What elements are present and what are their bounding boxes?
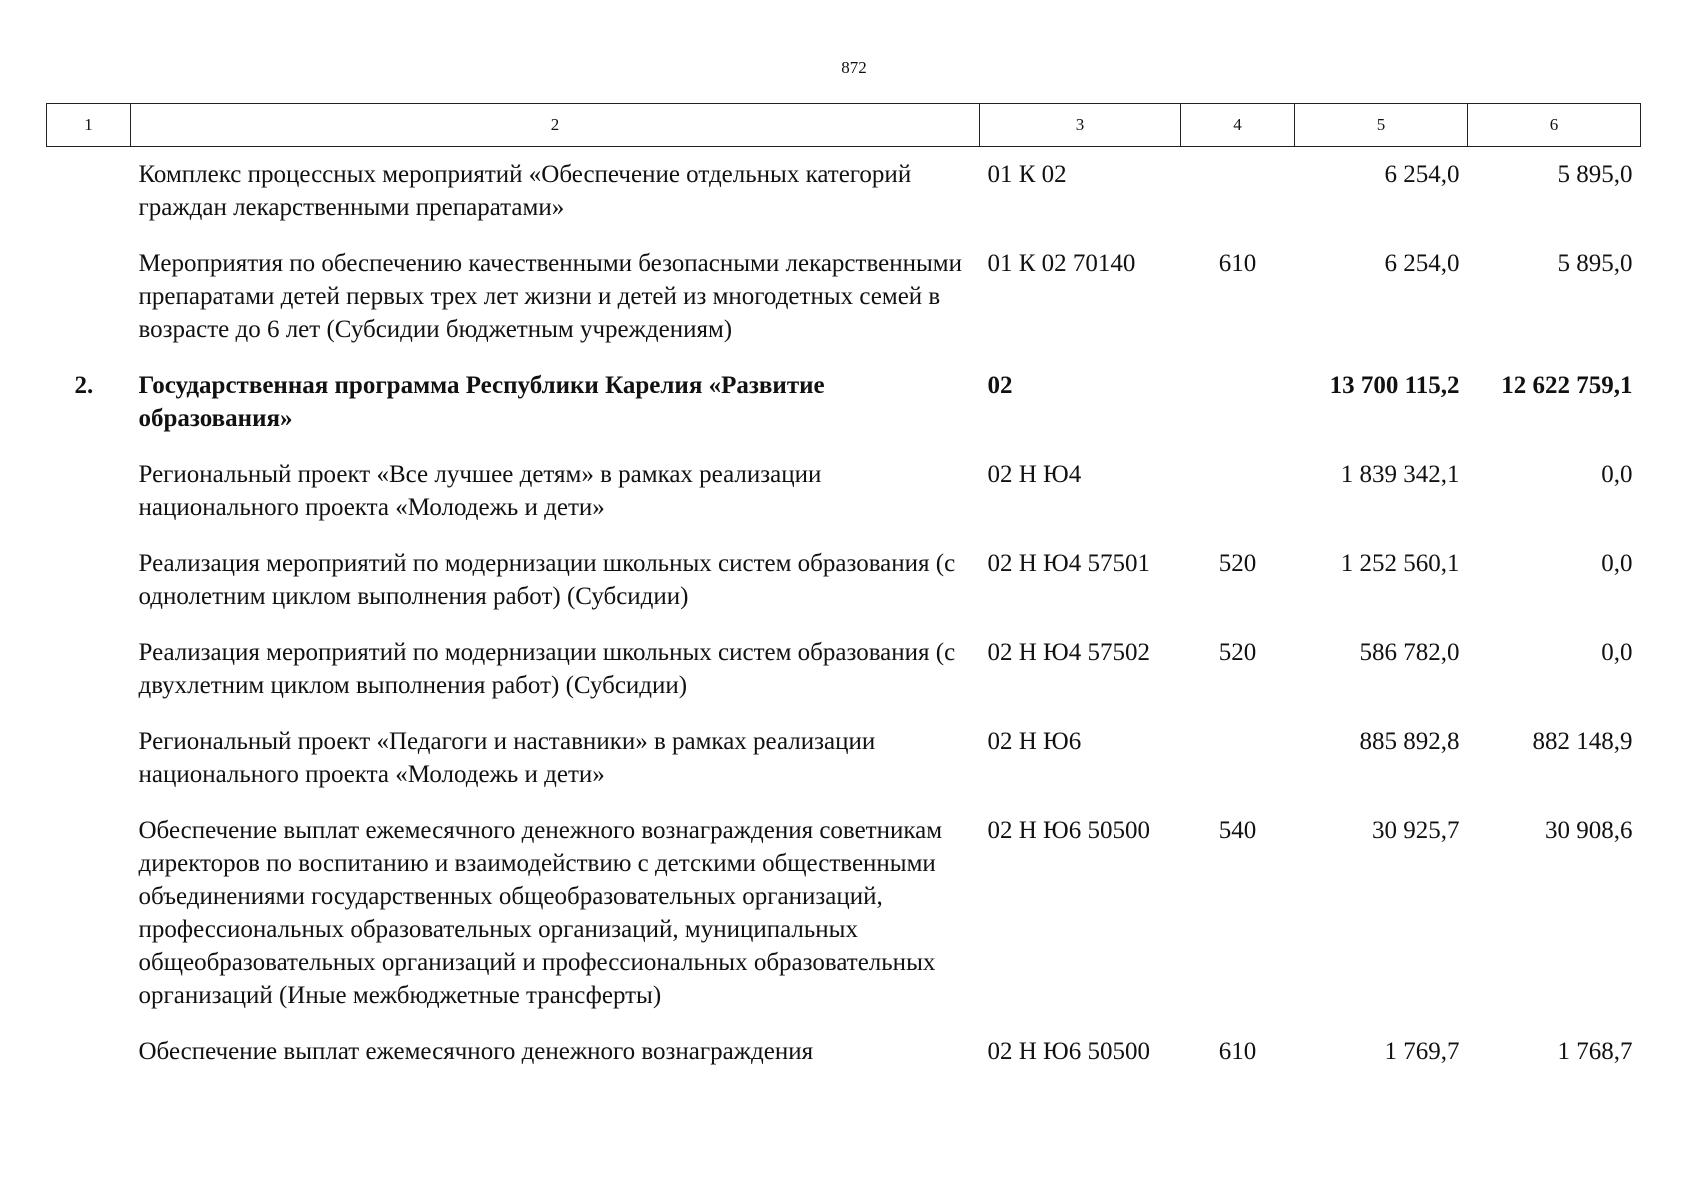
row-expense-type: 540 <box>1218 817 1257 844</box>
row-expense-type <box>1181 448 1295 537</box>
row-amount-2: 0,0 <box>1601 639 1633 666</box>
row-amount-1: 6 254,0 <box>1384 250 1460 277</box>
row-amount-1: 6 254,0 <box>1384 161 1460 188</box>
table-row <box>47 804 1641 1025</box>
header-col-1: 1 <box>47 104 131 147</box>
row-expense-type: 610 <box>1218 250 1257 277</box>
row-number <box>47 147 131 238</box>
row-number: 2. <box>74 372 94 399</box>
row-expense-type: 610 <box>1218 1038 1257 1065</box>
table-row <box>47 147 1641 238</box>
table-row-program <box>47 359 1641 448</box>
row-code: 02 <box>987 372 1013 399</box>
header-col-3: 3 <box>980 104 1181 147</box>
row-expense-type: 520 <box>1218 639 1257 666</box>
row-amount-2: 30 908,6 <box>1545 817 1633 844</box>
table-row <box>47 626 1641 715</box>
row-expense-type <box>1181 715 1295 804</box>
row-amount-1: 1 839 342,1 <box>1340 461 1460 488</box>
row-name: Реализация мероприятий по модернизации школьных систем образования (с двухлетним циклом выполнения работ) (Субсидии) <box>138 639 956 699</box>
row-amount-1: 13 700 115,2 <box>1329 372 1460 399</box>
row-amount-1: 1 252 560,1 <box>1340 550 1460 577</box>
header-col-2: 2 <box>131 104 980 147</box>
row-name: Государственная программа Республики Карелия «Развитие образования» <box>138 372 825 432</box>
row-number <box>47 537 131 626</box>
row-number <box>47 448 131 537</box>
row-expense-type: 520 <box>1218 550 1257 577</box>
row-amount-2: 5 895,0 <box>1557 161 1633 188</box>
row-number <box>47 715 131 804</box>
row-amount-1: 1 769,7 <box>1384 1038 1460 1065</box>
row-amount-2: 0,0 <box>1601 461 1633 488</box>
row-code: 02 Н Ю4 57501 <box>987 550 1150 577</box>
table-header-row <box>47 104 1641 147</box>
header-col-5: 5 <box>1295 104 1468 147</box>
row-number <box>47 1025 131 1081</box>
row-name: Обеспечение выплат ежемесячного денежного вознаграждения <box>138 1038 814 1065</box>
row-expense-type <box>1181 359 1295 448</box>
row-name: Комплекс процессных мероприятий «Обеспечение отдельных категорий граждан лекарственными препаратами» <box>138 161 912 221</box>
header-col-4: 4 <box>1181 104 1295 147</box>
row-number <box>47 804 131 1025</box>
row-amount-2: 5 895,0 <box>1557 250 1633 277</box>
row-number <box>47 237 131 359</box>
table-row <box>47 237 1641 359</box>
budget-table <box>46 103 1641 1081</box>
table-row <box>47 1025 1641 1081</box>
table-row <box>47 537 1641 626</box>
page-number: 872 <box>841 58 867 77</box>
row-expense-type <box>1181 147 1295 238</box>
row-amount-2: 12 622 759,1 <box>1501 372 1633 399</box>
row-amount-1: 586 782,0 <box>1359 639 1460 666</box>
table-row <box>47 715 1641 804</box>
row-name: Реализация мероприятий по модернизации школьных систем образования (с однолетним циклом выполнения работ) (Субсидии) <box>138 550 956 610</box>
row-name: Региональный проект «Педагоги и наставники» в рамках реализации национального проекта «Молодежь и дети» <box>138 728 876 788</box>
row-code: 02 Н Ю6 <box>987 728 1082 755</box>
row-amount-1: 885 892,8 <box>1359 728 1460 755</box>
row-code: 01 К 02 <box>987 161 1067 188</box>
row-code: 02 Н Ю6 50500 <box>987 1038 1150 1065</box>
table-row <box>47 448 1641 537</box>
row-amount-2: 882 148,9 <box>1532 728 1633 755</box>
row-code: 01 К 02 70140 <box>987 250 1136 277</box>
row-name: Обеспечение выплат ежемесячного денежного вознаграждения советникам директоров по воспитанию и взаимодействию с детскими общественными объединениями государственных общеобразовательных организаций, профессиональных образовательных организаций, муниципальных общеобразовательных организаций и профессиональных образовательных организаций (Иные межбюджетные трансферты) <box>138 817 943 1009</box>
row-code: 02 Н Ю4 <box>987 461 1082 488</box>
row-code: 02 Н Ю4 57502 <box>987 639 1150 666</box>
row-name: Мероприятия по обеспечению качественными безопасными лекарственными препаратами детей первых трех лет жизни и детей из многодетных семей в возрасте до 6 лет (Субсидии бюджетным учреждениям) <box>138 250 962 343</box>
row-name: Региональный проект «Все лучшее детям» в рамках реализации национального проекта «Молодежь и дети» <box>138 461 822 521</box>
header-col-6: 6 <box>1468 104 1641 147</box>
row-amount-1: 30 925,7 <box>1372 817 1460 844</box>
row-amount-2: 1 768,7 <box>1557 1038 1633 1065</box>
row-number <box>47 626 131 715</box>
row-code: 02 Н Ю6 50500 <box>987 817 1150 844</box>
row-amount-2: 0,0 <box>1601 550 1633 577</box>
